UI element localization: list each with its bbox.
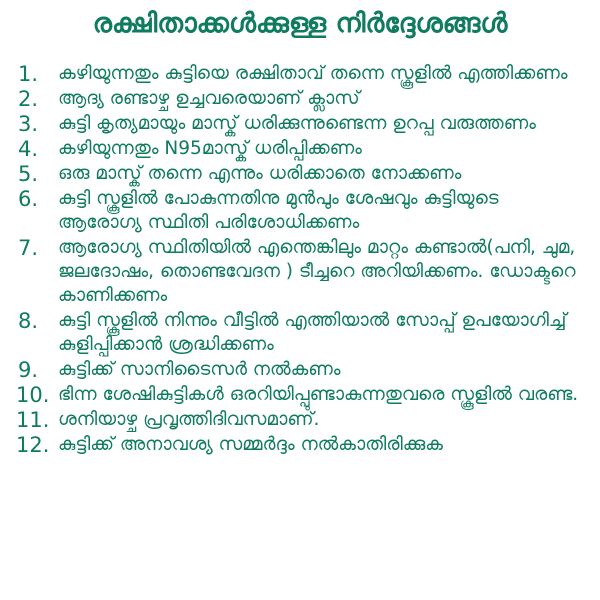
item-text: കുട്ടിക്ക് സാനിടൈസർ നൽകണം <box>58 359 341 380</box>
item-text: കുട്ടി സ്കൂളിൽ പോകുന്നതിനു മുൻപും ശേഷവും കുട്ടിയുടെ ആരോഗ്യ സ്ഥിതി പരിശോധിക്കണം <box>58 188 499 233</box>
item-number: 9. <box>18 358 39 382</box>
item-text: ഭിന്ന ശേഷികുട്ടികൾ ഒരറിയിപ്പുണ്ടാകുന്നതുവരെ സ്കൂളിൽ വരണ്ട. <box>58 384 579 405</box>
list-item <box>18 433 588 457</box>
item-text: ശനിയാഴ്ച പ്രവൃത്തിദിവസമാണ്. <box>58 409 320 430</box>
item-number: 7. <box>18 236 39 260</box>
list-item <box>18 162 588 186</box>
list-item <box>18 62 588 86</box>
item-text: ആരോഗ്യ സ്ഥിതിയിൽ എന്തെങ്കിലും മാറ്റം കണ്ടാൽ(പനി, ചുമ, ജലദോഷം, തൊണ്ടവേദന ) ടീച്ചറെ അറിയിക്കണം. ഡോക്ടറെ കാണിക്കണം <box>58 237 576 306</box>
item-number: 8. <box>18 309 39 333</box>
list-item <box>18 187 588 235</box>
item-number: 2. <box>18 87 39 111</box>
list-item <box>18 309 588 357</box>
list-item <box>18 236 588 308</box>
item-number: 5. <box>18 162 39 186</box>
item-text: കുട്ടി കൃത്യമായും മാസ്ക് ധരിക്കുന്നുണ്ടെന്ന ഉറപ്പ വരുത്തണം <box>58 113 536 134</box>
item-number: 3. <box>18 112 39 136</box>
list-item <box>18 112 588 136</box>
item-number: 12. <box>16 433 50 457</box>
item-number: 10. <box>16 383 50 407</box>
item-number: 11. <box>16 408 50 432</box>
list-item <box>18 358 588 382</box>
item-text: കുട്ടിക്ക് അനാവശ്യ സമ്മർദ്ദം നൽകാതിരിക്കുക <box>58 434 443 455</box>
instruction-list <box>18 62 588 458</box>
list-item <box>18 383 588 407</box>
page-title: രക്ഷിതാക്കൾക്കുള്ള നിർദ്ദേശങ്ങൾ <box>92 8 508 39</box>
item-text: കഴിയുന്നതും N95മാസ്ക് ധരിപ്പിക്കണം <box>58 138 362 159</box>
item-text: കുട്ടി സ്കൂളിൽ നിന്നും വീട്ടിൽ എത്തിയാൽ സോപ്പ് ഉപയോഗിച്ച് കുളിപ്പിക്കാൻ ശ്രദ്ധിക്കണം <box>58 310 567 355</box>
item-number: 4. <box>18 137 39 161</box>
list-item <box>18 87 588 111</box>
item-number: 6. <box>18 187 39 211</box>
list-item <box>18 137 588 161</box>
item-text: ഒരു മാസ്ക് തന്നെ എന്നും ധരിക്കാതെ നോക്കണം <box>58 163 462 184</box>
item-text: ആദ്യ രണ്ടാഴ്ച ഉച്ചവരെയാണ് ക്ലാസ് <box>58 88 360 109</box>
item-number: 1. <box>18 62 39 86</box>
list-item <box>18 408 588 432</box>
item-text: കഴിയുന്നതും കുട്ടിയെ രക്ഷിതാവ് തന്നെ സ്കൂളിൽ എത്തിക്കണം <box>58 63 568 84</box>
